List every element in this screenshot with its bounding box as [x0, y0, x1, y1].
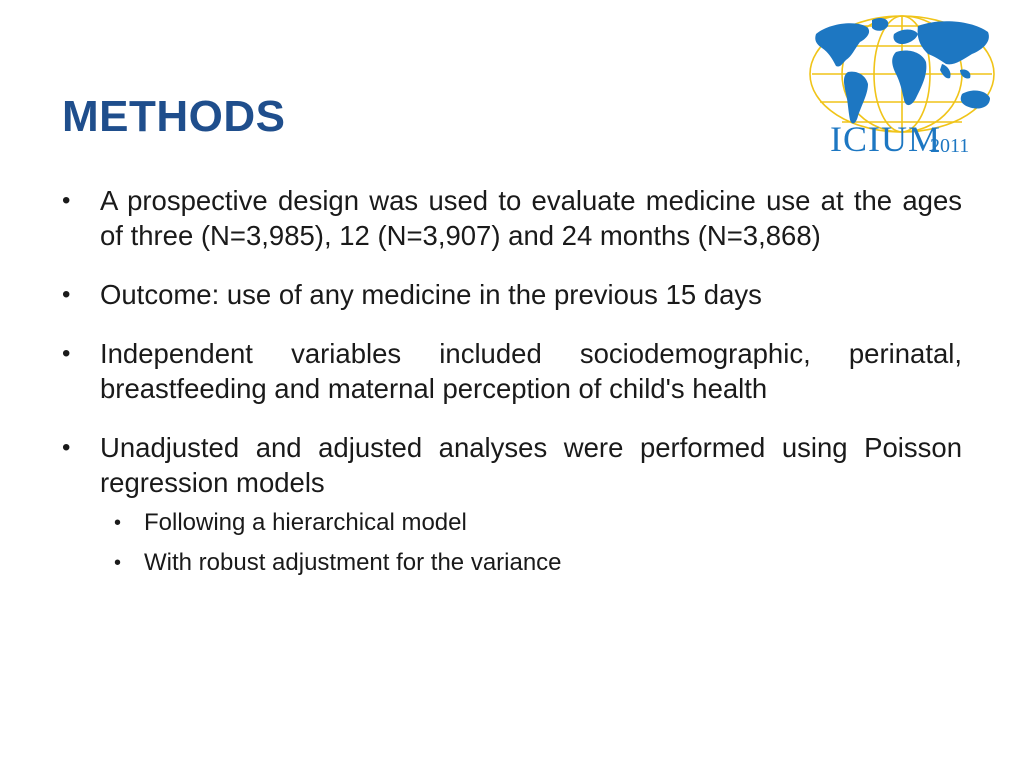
bullet-text: Unadjusted and adjusted analyses were performed using Poisson regression models — [100, 432, 962, 498]
sub-bullet-text: Following a hierarchical model — [144, 509, 467, 536]
bullet-item — [62, 277, 962, 312]
slide-title: METHODS — [62, 92, 286, 141]
bullet-item — [62, 430, 962, 500]
sub-bullet-marker: • — [114, 512, 122, 534]
bullet-text: Independent variables included sociodemographic, perinatal, breastfeeding and maternal perception of child's health — [100, 338, 962, 404]
bullet-item — [62, 183, 962, 253]
sub-bullet-item — [114, 506, 962, 540]
bullet-text: Outcome: use of any medicine in the previous 15 days — [100, 279, 762, 310]
bullet-list — [62, 183, 962, 604]
bullet-item — [62, 336, 962, 406]
bullet-text: A prospective design was used to evaluate medicine use at the ages of three (N=3,985), 12 (N=3,907) and 24 months (N=3,868) — [100, 185, 962, 251]
bullet-marker: • — [62, 434, 71, 461]
logo-year: 2011 — [930, 135, 970, 157]
bullet-marker: • — [62, 340, 71, 367]
bullet-marker: • — [62, 281, 71, 308]
bullet-marker: • — [62, 187, 71, 214]
sub-bullet-item — [114, 546, 962, 580]
sub-bullet-marker: • — [114, 552, 122, 574]
logo-wordmark: ICIUM — [830, 119, 941, 159]
sub-bullet-text: With robust adjustment for the variance — [144, 549, 562, 576]
